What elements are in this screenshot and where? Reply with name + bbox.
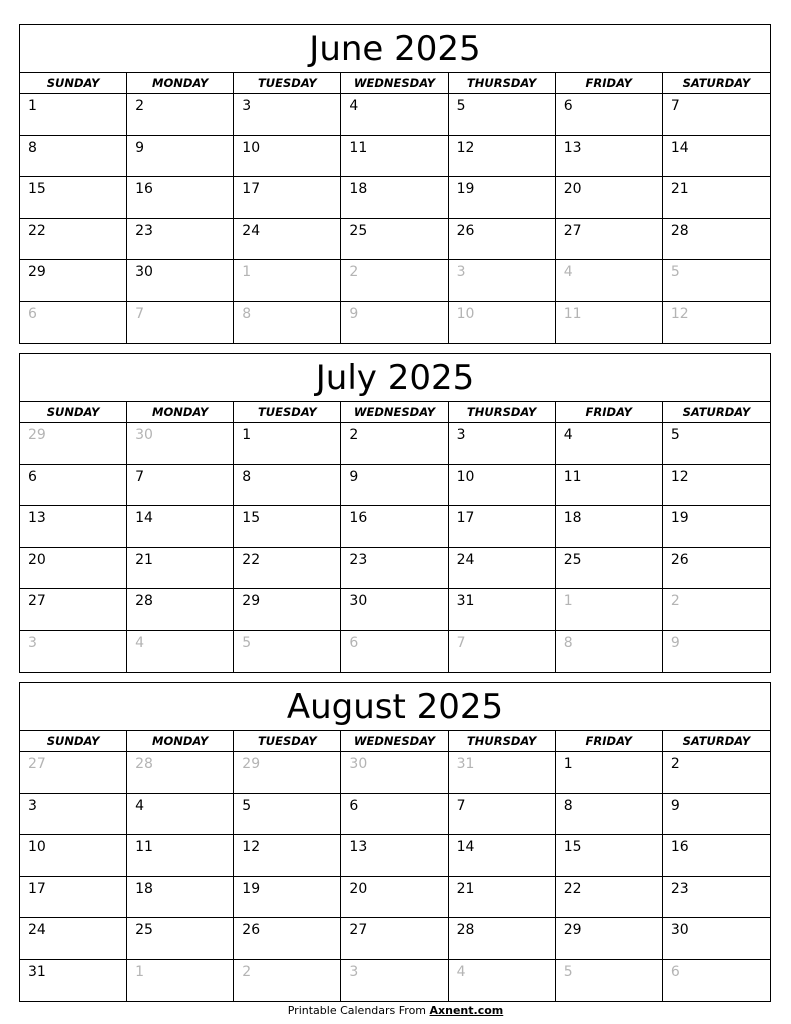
day-cell: 31 xyxy=(20,960,127,1002)
day-cell: 17 xyxy=(20,877,127,919)
day-cell: 13 xyxy=(341,835,448,877)
day-cell: 8 xyxy=(556,794,663,836)
weekday-label: THURSDAY xyxy=(449,73,556,93)
weekday-label: TUESDAY xyxy=(234,73,341,93)
day-cell: 2 xyxy=(127,94,234,136)
day-cell: 31 xyxy=(449,589,556,631)
day-cell: 6 xyxy=(556,94,663,136)
day-cell: 14 xyxy=(127,506,234,548)
day-cell: 30 xyxy=(663,918,770,960)
day-cell: 22 xyxy=(234,548,341,590)
day-cell: 1 xyxy=(556,752,663,794)
adjacent-month-day-cell: 8 xyxy=(556,631,663,673)
day-cell: 5 xyxy=(234,794,341,836)
day-cell: 23 xyxy=(127,219,234,261)
day-cell: 16 xyxy=(127,177,234,219)
weekday-label: TUESDAY xyxy=(234,731,341,751)
weekday-label: MONDAY xyxy=(127,731,234,751)
weekday-label: FRIDAY xyxy=(556,73,663,93)
day-cell: 29 xyxy=(234,589,341,631)
day-cell: 18 xyxy=(341,177,448,219)
day-cell: 9 xyxy=(341,465,448,507)
day-cell: 19 xyxy=(449,177,556,219)
adjacent-month-day-cell: 5 xyxy=(663,260,770,302)
weekday-label: SATURDAY xyxy=(682,405,751,419)
day-cell: 25 xyxy=(556,548,663,590)
adjacent-month-day-cell: 3 xyxy=(449,260,556,302)
month-title: July 2025 xyxy=(20,354,770,402)
weekday-label: THURSDAY xyxy=(449,731,556,751)
weekday-label: WEDNESDAY xyxy=(341,731,448,751)
day-cell: 9 xyxy=(127,136,234,178)
calendar-july xyxy=(19,353,771,673)
day-cell: 20 xyxy=(556,177,663,219)
day-grid xyxy=(20,94,770,343)
footer-site-link[interactable]: Axnent.com xyxy=(429,1004,504,1017)
day-cell: 10 xyxy=(20,835,127,877)
day-cell: 3 xyxy=(20,794,127,836)
day-cell: 17 xyxy=(234,177,341,219)
adjacent-month-day-cell: 4 xyxy=(449,960,556,1002)
day-cell: 24 xyxy=(449,548,556,590)
weekday-header xyxy=(20,73,770,94)
day-cell: 24 xyxy=(20,918,127,960)
weekday-label: SATURDAY xyxy=(682,734,751,748)
adjacent-month-day-cell: 4 xyxy=(127,631,234,673)
adjacent-month-day-cell: 7 xyxy=(127,302,234,344)
day-cell: 13 xyxy=(20,506,127,548)
day-cell: 11 xyxy=(341,136,448,178)
day-cell: 12 xyxy=(234,835,341,877)
day-cell: 23 xyxy=(663,877,770,919)
day-grid xyxy=(20,752,770,1001)
day-cell: 21 xyxy=(663,177,770,219)
adjacent-month-day-cell: 1 xyxy=(234,260,341,302)
day-cell: 20 xyxy=(20,548,127,590)
day-cell: 22 xyxy=(556,877,663,919)
day-cell: 26 xyxy=(234,918,341,960)
day-cell: 13 xyxy=(556,136,663,178)
day-cell: 30 xyxy=(341,589,448,631)
day-cell: 18 xyxy=(556,506,663,548)
adjacent-month-day-cell: 6 xyxy=(341,631,448,673)
adjacent-month-day-cell: 28 xyxy=(127,752,234,794)
weekday-label: WEDNESDAY xyxy=(341,402,448,422)
month-title: June 2025 xyxy=(20,25,770,73)
adjacent-month-day-cell: 31 xyxy=(449,752,556,794)
day-cell: 8 xyxy=(20,136,127,178)
adjacent-month-day-cell: 10 xyxy=(449,302,556,344)
weekday-label: FRIDAY xyxy=(556,731,663,751)
day-cell: 19 xyxy=(234,877,341,919)
weekday-label: SATURDAY xyxy=(682,76,751,90)
day-cell: 15 xyxy=(556,835,663,877)
weekday-label: MONDAY xyxy=(127,73,234,93)
adjacent-month-day-cell: 9 xyxy=(670,634,680,651)
day-cell: 6 xyxy=(20,465,127,507)
day-cell: 17 xyxy=(449,506,556,548)
weekday-label: TUESDAY xyxy=(234,402,341,422)
adjacent-month-day-cell: 2 xyxy=(234,960,341,1002)
adjacent-month-day-cell: 8 xyxy=(234,302,341,344)
adjacent-month-day-cell: 3 xyxy=(341,960,448,1002)
day-cell: 15 xyxy=(234,506,341,548)
adjacent-month-day-cell: 11 xyxy=(556,302,663,344)
adjacent-month-day-cell: 29 xyxy=(20,423,127,465)
day-cell: 26 xyxy=(449,219,556,261)
weekday-label: SUNDAY xyxy=(20,731,127,751)
day-cell: 7 xyxy=(663,94,770,136)
calendar-august xyxy=(19,682,771,1002)
adjacent-month-day-cell: 4 xyxy=(556,260,663,302)
day-cell: 3 xyxy=(449,423,556,465)
day-cell: 20 xyxy=(341,877,448,919)
day-cell: 30 xyxy=(127,260,234,302)
day-cell: 2 xyxy=(663,752,770,794)
day-cell: 9 xyxy=(663,794,770,836)
day-cell: 15 xyxy=(20,177,127,219)
adjacent-month-day-cell: 30 xyxy=(341,752,448,794)
weekday-label: THURSDAY xyxy=(449,402,556,422)
adjacent-month-day-cell: 7 xyxy=(449,631,556,673)
weekday-header xyxy=(20,402,770,423)
weekday-label: SUNDAY xyxy=(20,73,127,93)
day-cell: 28 xyxy=(663,219,770,261)
day-cell: 21 xyxy=(127,548,234,590)
day-cell: 16 xyxy=(341,506,448,548)
adjacent-month-day-cell: 1 xyxy=(556,589,663,631)
adjacent-month-day-cell: 6 xyxy=(20,302,127,344)
day-cell: 4 xyxy=(127,794,234,836)
day-cell: 10 xyxy=(449,465,556,507)
day-cell: 1 xyxy=(20,94,127,136)
day-cell: 29 xyxy=(20,260,127,302)
weekday-label: FRIDAY xyxy=(556,402,663,422)
day-cell: 6 xyxy=(341,794,448,836)
day-cell: 25 xyxy=(341,219,448,261)
day-cell: 23 xyxy=(341,548,448,590)
adjacent-month-day-cell: 29 xyxy=(234,752,341,794)
day-cell: 16 xyxy=(663,835,770,877)
adjacent-month-day-cell: 6 xyxy=(670,963,680,980)
day-cell: 11 xyxy=(127,835,234,877)
footer-prefix: Printable Calendars From xyxy=(287,1004,430,1017)
day-cell: 21 xyxy=(449,877,556,919)
weekday-label: MONDAY xyxy=(127,402,234,422)
month-title: August 2025 xyxy=(20,683,770,731)
day-cell: 12 xyxy=(449,136,556,178)
adjacent-month-day-cell: 27 xyxy=(20,752,127,794)
day-grid xyxy=(20,423,770,672)
day-cell: 27 xyxy=(341,918,448,960)
calendar-june xyxy=(19,24,771,344)
day-cell: 26 xyxy=(663,548,770,590)
adjacent-month-day-cell: 12 xyxy=(670,305,689,322)
day-cell: 22 xyxy=(20,219,127,261)
day-cell: 5 xyxy=(663,423,770,465)
day-cell: 4 xyxy=(341,94,448,136)
weekday-label: SUNDAY xyxy=(20,402,127,422)
day-cell: 27 xyxy=(20,589,127,631)
day-cell: 7 xyxy=(449,794,556,836)
day-cell: 3 xyxy=(234,94,341,136)
day-cell: 11 xyxy=(556,465,663,507)
day-cell: 2 xyxy=(341,423,448,465)
day-cell: 7 xyxy=(127,465,234,507)
day-cell: 29 xyxy=(556,918,663,960)
day-cell: 14 xyxy=(449,835,556,877)
day-cell: 24 xyxy=(234,219,341,261)
adjacent-month-day-cell: 3 xyxy=(20,631,127,673)
weekday-label: WEDNESDAY xyxy=(341,73,448,93)
footer-credit xyxy=(0,1004,791,1017)
adjacent-month-day-cell: 2 xyxy=(663,589,770,631)
adjacent-month-day-cell: 5 xyxy=(234,631,341,673)
day-cell: 25 xyxy=(127,918,234,960)
adjacent-month-day-cell: 2 xyxy=(341,260,448,302)
adjacent-month-day-cell: 9 xyxy=(341,302,448,344)
day-cell: 19 xyxy=(663,506,770,548)
day-cell: 18 xyxy=(127,877,234,919)
day-cell: 28 xyxy=(449,918,556,960)
day-cell: 5 xyxy=(449,94,556,136)
day-cell: 4 xyxy=(556,423,663,465)
adjacent-month-day-cell: 5 xyxy=(556,960,663,1002)
day-cell: 14 xyxy=(663,136,770,178)
day-cell: 28 xyxy=(127,589,234,631)
day-cell: 10 xyxy=(234,136,341,178)
adjacent-month-day-cell: 30 xyxy=(127,423,234,465)
day-cell: 8 xyxy=(234,465,341,507)
weekday-header xyxy=(20,731,770,752)
day-cell: 27 xyxy=(556,219,663,261)
adjacent-month-day-cell: 1 xyxy=(127,960,234,1002)
day-cell: 1 xyxy=(234,423,341,465)
day-cell: 12 xyxy=(663,465,770,507)
